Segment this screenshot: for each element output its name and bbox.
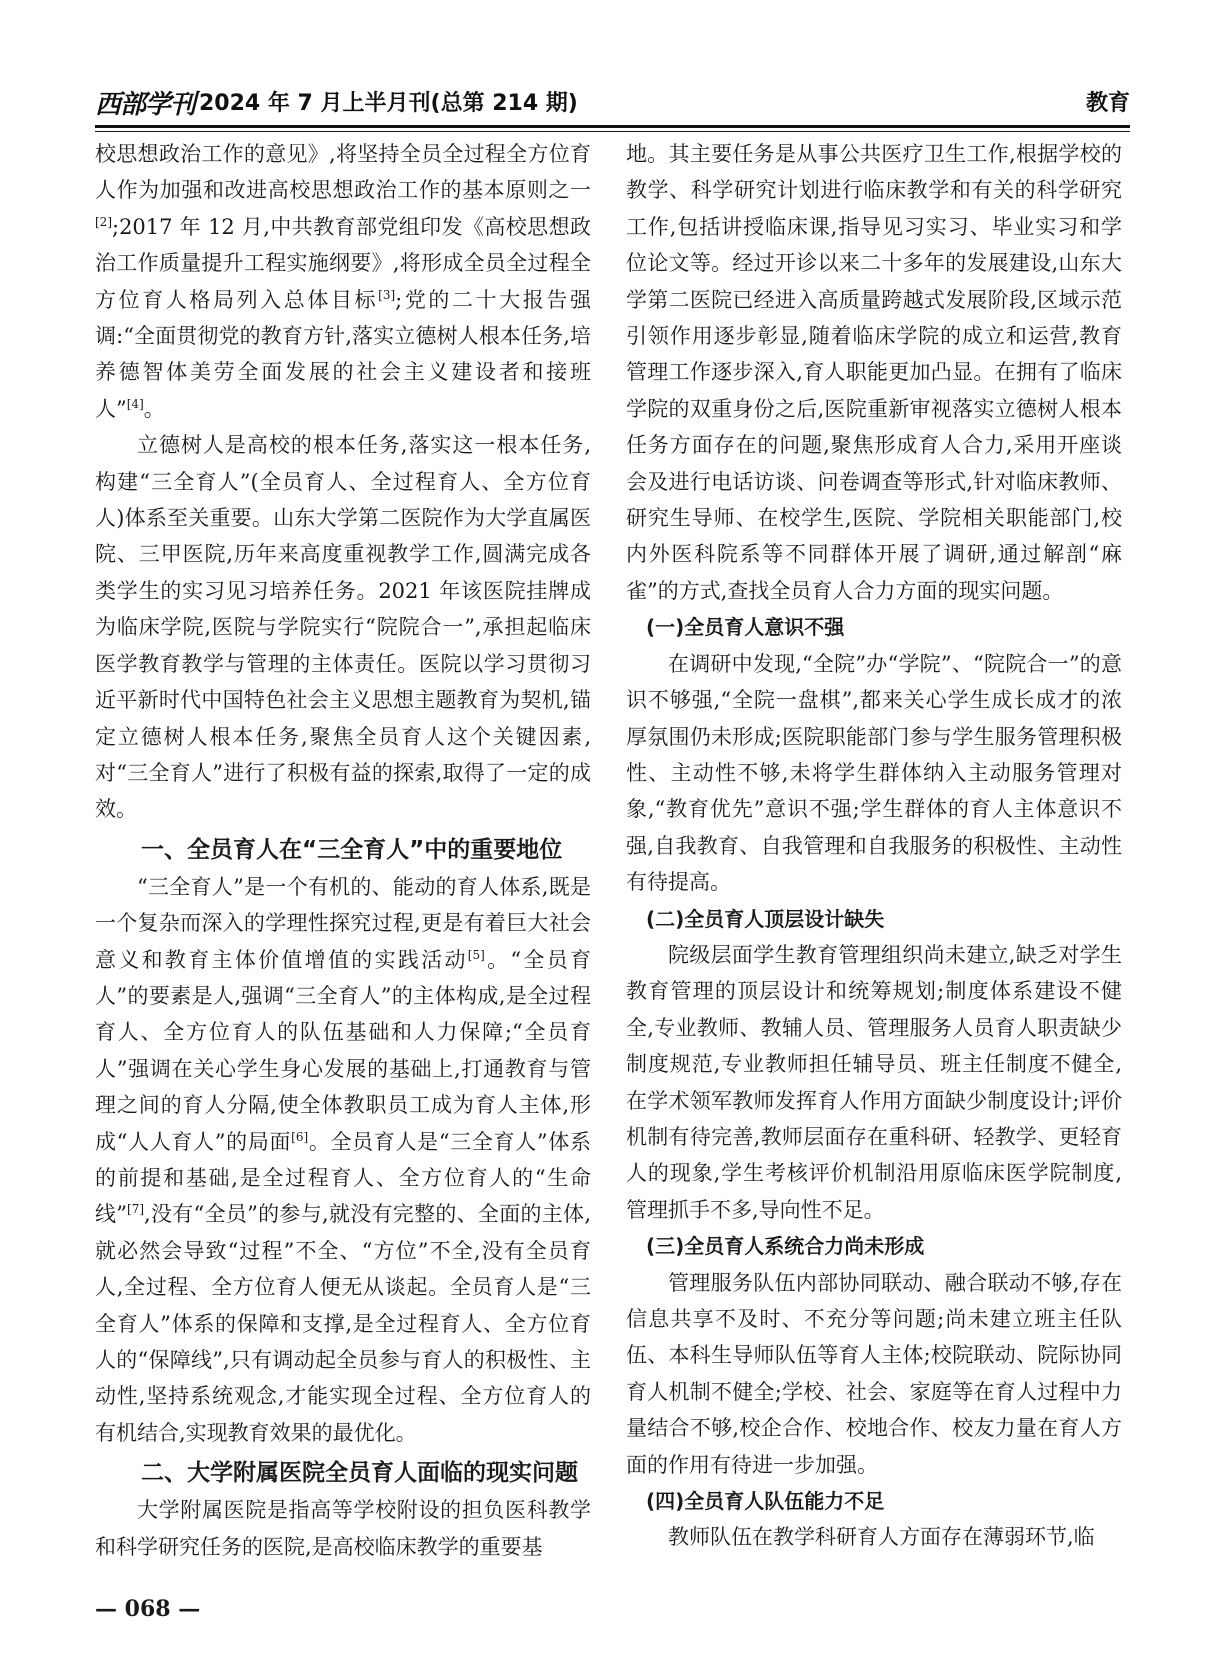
paragraph: 教师队伍在教学科研育人方面存在薄弱环节,临 [668, 1525, 1095, 1550]
subsection-heading: (四)全员育人队伍能力不足 [646, 1489, 885, 1514]
citation: [7] [127, 1202, 145, 1217]
citation: [3] [378, 287, 396, 302]
paragraph: 立德树人是高校的根本任务,落实这一根本任务,构建“三全育人”(全员育人、全过程育人、全方位育人)体系至关重要。山东大学第二医院作为大学直属医院、三甲医院,历年来高度重视教学工作,圆满完成各类学生的实习见习培养任务。2021 年该医院挂牌成为临床学院,医院与学院实行“院院合一”,承担起临床医学教育教学与管理的主体责任。医院以学习贯彻习近平新时代中国特色社会主义思想主题教育为契机,锚定立德树人根本任务,聚焦全员育人这个关键因素,对“三全育人”进行了积极有益的探索,取得了一定的成效。 [95, 433, 591, 822]
citation: [5] [467, 947, 485, 962]
header-rule-thin [95, 131, 1130, 132]
right-column [626, 136, 1122, 1556]
paragraph: 地。其主要任务是从事公共医疗卫生工作,根据学校的教学、科学研究计划进行临床教学和有关的科学研究工作,包括讲授临床课,指导见习实习、毕业实习和学位论文等。经过开诊以来二十多年的发展建设,山东大学第二医院已经进入高质量跨越式发展阶段,区域示范引领作用逐步彰显,随着临床学院的成立和运营,教育管理工作逐步深入,育人职能更加凸显。在拥有了临床学院的双重身份之后,医院重新审视落实立德树人根本任务方面存在的问题,聚焦形成育人合力,采用开座谈会及进行电话访谈、问卷调查等形式,针对临床教师、研究生导师、在校学生,医院、学院相关职能部门,校内外医科院系等不同群体开展了调研,通过解剖“麻雀”的方式,查找全员育人合力方面的现实问题。 [626, 142, 1122, 603]
paragraph: 院级层面学生教育管理组织尚未建立,缺乏对学生教育管理的顶层设计和统筹规划;制度体系建设不健全,专业教师、教辅人员、管理服务人员育人职责缺少制度规范,专业教师担任辅导员、班主任制度不健全,在学术领军教师发挥育人作用方面缺少制度设计;评价机制有待完善,教师层面存在重科研、轻教学、更轻育人的现象,学生考核评价机制沿用原临床医学院制度,管理抓手不多,导向性不足。 [626, 942, 1122, 1222]
running-header [95, 84, 1130, 124]
paragraph: “三全育人”是一个有机的、能动的育人体系,既是一个复杂而深入的学理性探究过程,更是有着巨大社会意义和教育主体价值增值的实践活动[5]。“全员育人”的要素是人,强调“三全育人”的主体构成,是全过程育人、全方位育人的队伍基础和人力保障;“全员育人”强调在关心学生身心发展的基础上,打通教育与管理之间的育人分隔,使全体教职员工成为育人主体,形成“人人育人”的局面[6]。全员育人是“三全育人”体系的前提和基础,是全过程育人、全方位育人的“生命线”[7],没有“全员”的参与,就没有完整的、全面的主体,就必然会导致“过程”不全、“方位”不全,没有全员育人,全过程、全方位育人便无从谈起。全员育人是“三全育人”体系的保障和支撑,是全过程育人、全方位育人的“保障线”,只有调动起全员参与育人的积极性、主动性,坚持系统观念,才能实现全过程、全方位育人的有机结合,实现教育效果的最优化。 [95, 874, 591, 1445]
header-rule [95, 125, 1130, 128]
citation: [6] [291, 1129, 309, 1144]
subsection-heading: (三)全员育人系统合力尚未形成 [646, 1234, 925, 1259]
left-column [95, 136, 591, 1565]
page-number: — 068 — [95, 1596, 201, 1622]
section-label: 教育 [1085, 91, 1130, 116]
section-heading: 一、全员育人在“三全育人”中的重要地位 [141, 836, 563, 863]
section-heading: 二、大学附属医院全员育人面临的现实问题 [141, 1460, 578, 1487]
citation: [4] [126, 396, 144, 411]
paragraph: 在调研中发现,“全院”办“学院”、“院院合一”的意识不够强,“全院一盘棋”,都来关心学生成长成才的浓厚氛围仍未形成;医院职能部门参与学生服务管理积极性、主动性不够,未将学生群体纳入主动服务管理对象,“教育优先”意识不强;学生群体的育人主体意识不强,自我教育、自我管理和自我服务的积极性、主动性有待提高。 [626, 651, 1122, 895]
journal-logo: 西部学刊 [95, 90, 196, 120]
subsection-heading: (一)全员育人意识不强 [646, 615, 845, 640]
issue-info: 2024 年 7 月上半月刊(总第 214 期) [199, 91, 578, 116]
citation: [2] [95, 214, 112, 229]
paragraph: 校思想政治工作的意见》,将坚持全员全过程全方位育人作为加强和改进高校思想政治工作的基本原则之一[2];2017 年 12 月,中共教育部党组印发《高校思想政治工作质量提升工程实施纲要》,将形成全员全过程全方位育人格局列入总体目标[3];党的二十大报告强调:“全面贯彻党的教育方针,落实立德树人根本任务,培养德智体美劳全面发展的社会主义建设者和接班人”[4]。 [95, 142, 591, 421]
paragraph: 大学附属医院是指高等学校附设的担负医科教学和科学研究任务的医院,是高校临床教学的重要基 [95, 1498, 591, 1559]
subsection-heading: (二)全员育人顶层设计缺失 [646, 906, 885, 931]
paragraph: 管理服务队伍内部协同联动、融合联动不够,存在信息共享不及时、不充分等问题;尚未建立班主任队伍、本科生导师队伍等育人主体;校院联动、院际协同育人机制不健全;学校、社会、家庭等在育人过程中力量结合不够,校企合作、校地合作、校友力量在育人方面的作用有待进一步加强。 [626, 1270, 1122, 1477]
